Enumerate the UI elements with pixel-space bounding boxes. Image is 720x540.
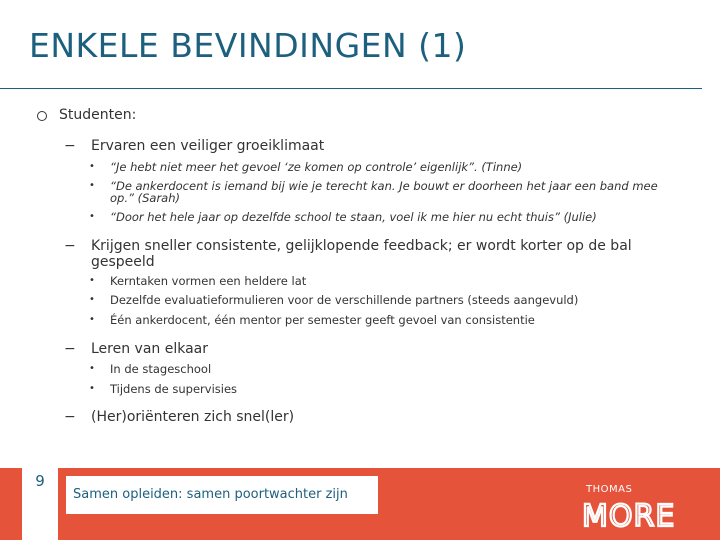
title-divider	[0, 88, 702, 89]
logo-top-text: THOMAS	[586, 484, 633, 495]
dot-bullet: •	[89, 275, 95, 286]
logo-main-text: MORE	[582, 499, 676, 532]
dot-bullet: •	[89, 314, 95, 325]
dot-bullet: •	[89, 383, 95, 394]
section-text: Krijgen sneller consistente, gelijklopende feedback; er wordt korter op de bal gespeeld	[91, 238, 632, 270]
dot-bullet: •	[89, 363, 95, 374]
circle-bullet-icon	[37, 111, 47, 121]
section-text: Leren van elkaar	[91, 341, 209, 357]
sub-item-text: Één ankerdocent, één mentor per semester geeft gevoel van consistentie	[110, 313, 535, 327]
footer-text: Samen opleiden: samen poortwachter zijn	[73, 487, 348, 502]
dot-bullet: •	[89, 211, 95, 222]
dot-bullet: •	[89, 161, 95, 172]
dash-bullet: −	[64, 409, 76, 425]
sub-item-text: “Door het hele jaar op dezelfde school te staan, voel ik me hier nu echt thuis” (Julie)	[110, 210, 597, 224]
sub-item-text: Kerntaken vormen een heldere lat	[110, 274, 307, 288]
level1-text: Studenten:	[59, 107, 137, 123]
dot-bullet: •	[89, 294, 95, 305]
slide-title: ENKELE BEVINDINGEN (1)	[29, 26, 467, 65]
sub-item-text: Tijdens de supervisies	[110, 382, 238, 396]
sub-item-text: In de stageschool	[110, 362, 212, 376]
sub-item-text: “Je hebt niet meer het gevoel ‘ze komen op controle’ eigenlijk”. (Tinne)	[110, 160, 523, 174]
thomas-more-logo	[580, 484, 690, 532]
sub-item-text: “De ankerdocent is iemand bij wie je terecht kan. Je bouwt er doorheen het jaar een band mee op.” (Sarah)	[110, 179, 658, 205]
sub-item-text: Dezelfde evaluatieformulieren voor de verschillende partners (steeds aangevuld)	[110, 293, 579, 307]
page-number: 9	[35, 472, 45, 490]
dash-bullet: −	[64, 341, 76, 357]
dash-bullet: −	[64, 138, 76, 154]
dash-bullet: −	[64, 238, 76, 254]
section-text: (Her)oriënteren zich snel(ler)	[91, 409, 295, 425]
section-text: Ervaren een veiliger groeiklimaat	[91, 138, 325, 154]
dot-bullet: •	[89, 180, 95, 191]
